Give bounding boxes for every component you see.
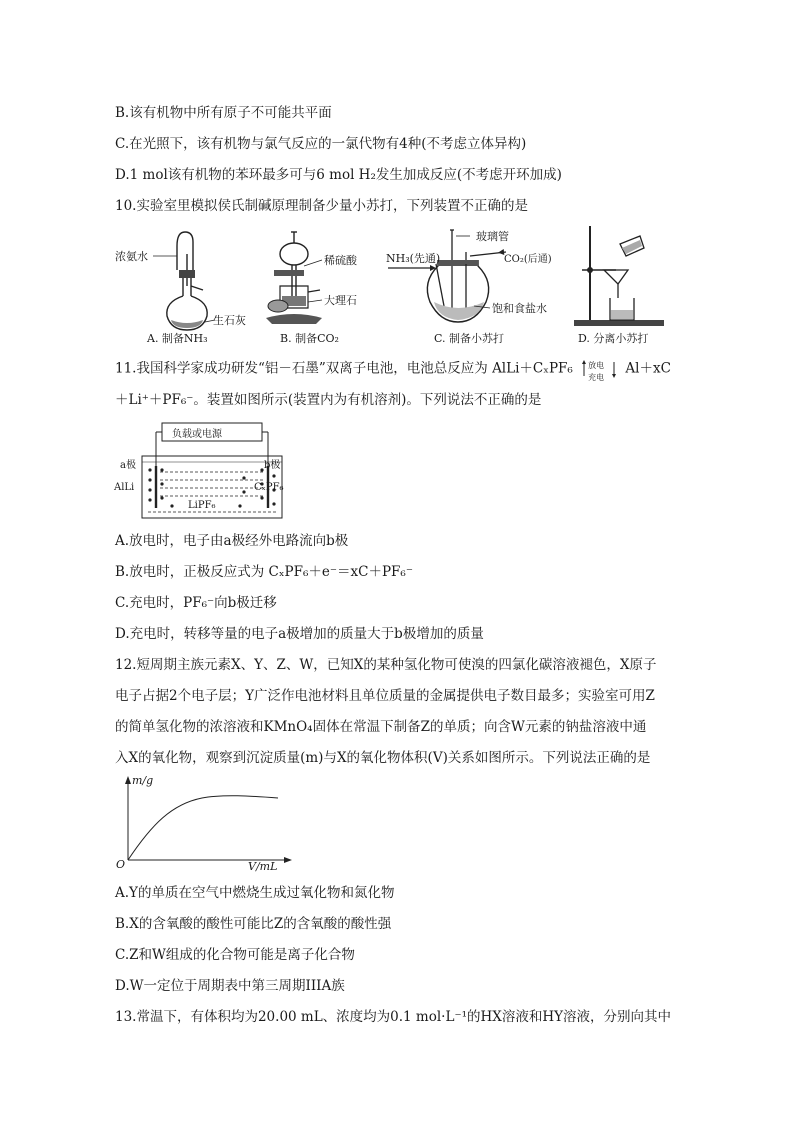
arrow-label-discharge: 放电 <box>588 361 605 370</box>
q12-option-c: C.Z和W组成的化合物可能是离子化合物 <box>115 947 355 963</box>
label-quicklime: 生石灰 <box>213 314 246 327</box>
q10-stem: 10.实验室里模拟侯氏制碱原理制备少量小苏打，下列装置不正确的是 <box>115 198 528 214</box>
arrow-label-charge: 充电 <box>588 373 605 382</box>
label-load-or-source: 负载或电源 <box>172 429 222 440</box>
precipitate-graph <box>112 774 292 874</box>
caption-d: D. 分离小苏打 <box>578 332 649 345</box>
q12-stem-line1: 12.短周期主族元素X、Y、Z、W，已知X的某种氢化物可使溴的四氯化碳溶液褪色，X原子 <box>115 657 657 673</box>
caption-c: C. 制备小苏打 <box>434 332 505 345</box>
caption-a: A. 制备NH₃ <box>147 332 208 345</box>
label-cxpf6: CₓPF₆ <box>254 482 284 493</box>
q12-stem-line4: 入X的氧化物，观察到沉淀质量(m)与X的氧化物体积(V)关系如图所示。下列说法正确的是 <box>115 750 651 766</box>
q11-stem-text: 11.我国科学家成功研发“铝－石墨”双离子电池，电池总反应为 AlLi＋CₓPF₆ <box>115 360 573 377</box>
battery-figure <box>112 420 292 524</box>
figure-c-nahco3 <box>386 226 556 346</box>
q11-stem-line1 <box>115 358 671 380</box>
q11-option-a: A.放电时，电子由a极经外电路流向b极 <box>115 533 349 549</box>
q12-option-a: A.Y的单质在空气中燃烧生成过氧化物和氮化物 <box>115 885 395 901</box>
graph-ylabel: m/g <box>132 774 154 787</box>
label-glass-tube: 玻璃管 <box>476 230 509 243</box>
q12-option-d: D.W一定位于周期表中第三周期IIIA族 <box>115 978 345 994</box>
label-conc-ammonia: 浓氨水 <box>115 250 148 263</box>
q11-stem-end: Al＋xC <box>625 360 671 377</box>
q13-stem-line1: 13.常温下，有体积均为20.00 mL、浓度均为0.1 mol·L⁻¹的HX溶液和HY溶液，分别向其中 <box>115 1009 672 1025</box>
label-electrode-a: a极 <box>120 460 136 471</box>
caption-b: B. 制备CO₂ <box>280 332 339 345</box>
figure-d-separation <box>560 222 680 346</box>
q11-option-c: C.充电时，PF₆⁻向b极迁移 <box>115 595 277 611</box>
label-nh3-first: NH₃(先通) <box>386 252 441 265</box>
q11-stem-line2: ＋Li⁺＋PF₆⁻。装置如图所示(装置内为有机溶剂)。下列说法不正确的是 <box>115 392 542 408</box>
q12-option-b: B.X的含氧酸的酸性可能比Z的含氧酸的酸性强 <box>115 916 392 932</box>
label-co2-after: CO₂(后通) <box>504 254 552 265</box>
q9-option-d: D.1 mol该有机物的苯环最多可与6 mol H₂发生加成反应(不考虑开环加成) <box>115 167 562 183</box>
label-marble: 大理石 <box>324 294 357 307</box>
graph-origin: O <box>116 858 126 871</box>
label-alli: AlLi <box>114 482 135 493</box>
label-dilute-h2so4: 稀硫酸 <box>324 254 357 267</box>
q12-stem-line2: 电子占据2个电子层；Y广泛作电池材料且单位质量的金属提供电子数目最多；实验室可用Z <box>115 688 655 704</box>
reaction-arrows-icon <box>581 358 617 380</box>
label-electrode-b: b极 <box>264 460 281 471</box>
q9-option-c: C.在光照下，该有机物与氯气反应的一氯代物有4种(不考虑立体异构) <box>115 136 527 152</box>
figure-a-nh3 <box>115 226 255 346</box>
q11-option-d: D.充电时，转移等量的电子a极增加的质量大于b极增加的质量 <box>115 626 484 642</box>
figure-b-co2 <box>260 226 400 346</box>
q12-stem-line3: 的简单氢化物的浓溶液和KMnO₄固体在常温下制备Z的单质；向含W元素的钠盐溶液中通 <box>115 719 647 735</box>
q11-option-b: B.放电时，正极反应式为 CₓPF₆＋e⁻＝xC＋PF₆⁻ <box>115 564 413 580</box>
label-saturated-brine: 饱和食盐水 <box>492 302 547 315</box>
label-lipf6: LiPF₆ <box>188 500 216 511</box>
graph-xlabel: V/mL <box>248 860 278 873</box>
q9-option-b: B.该有机物中所有原子不可能共平面 <box>115 105 332 121</box>
